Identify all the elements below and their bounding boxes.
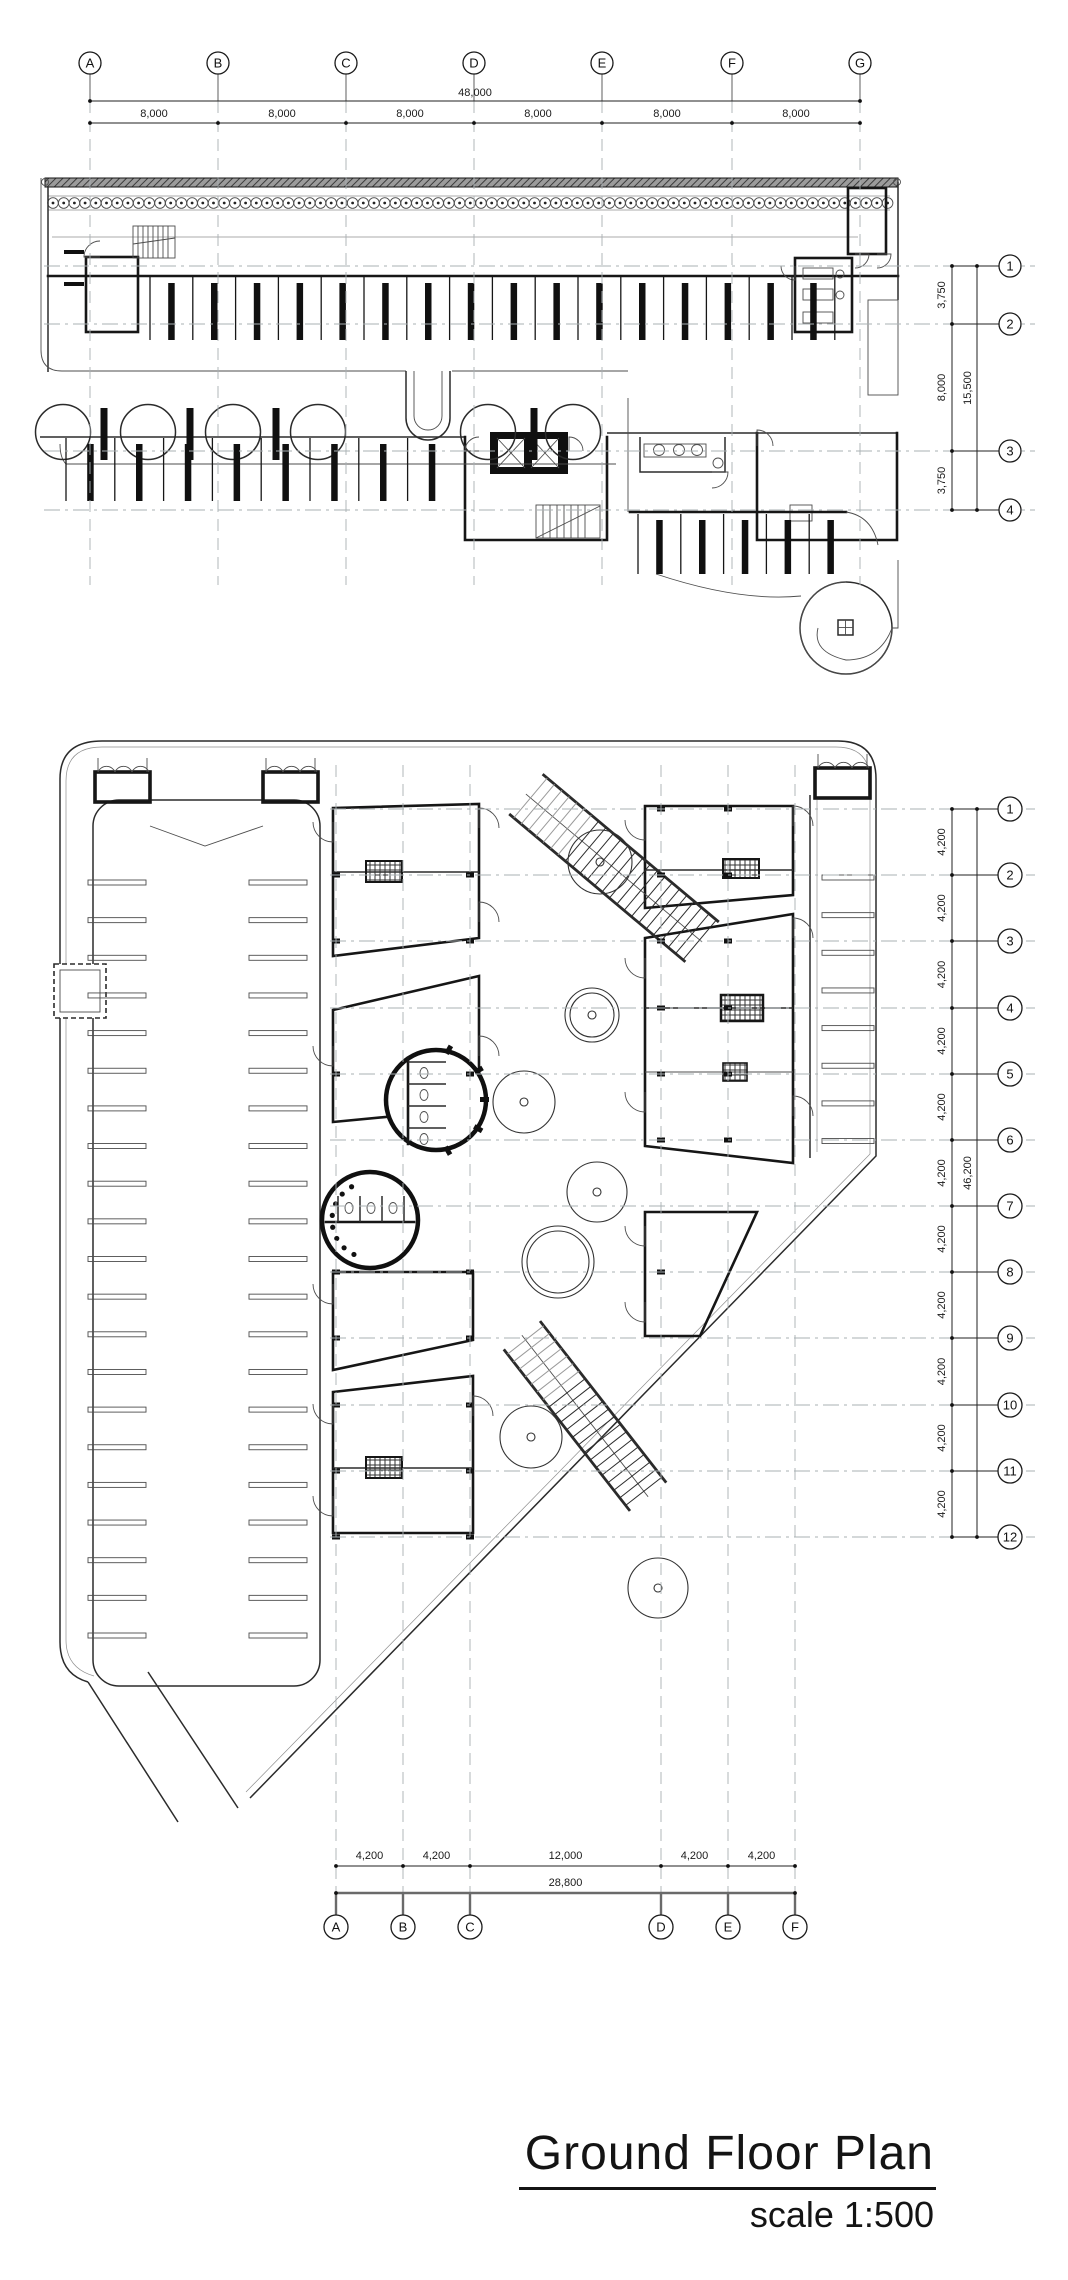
door-swing [625, 820, 645, 840]
grid-bubble-label: B [213, 55, 223, 71]
grid-bubble-label: 8 [1006, 1264, 1014, 1280]
door-swing [84, 241, 100, 257]
dimension-label: 4,200 [680, 1850, 709, 1862]
door-swing [479, 808, 499, 828]
entry-gate [95, 758, 150, 802]
sheet-scale-label: scale 1:500 [749, 2194, 934, 2235]
office-room [795, 258, 852, 332]
sheet-title: Ground Floor Plan [519, 2126, 936, 2190]
grid-bubble-label: 4 [1006, 502, 1014, 518]
hatched-wall [45, 178, 898, 187]
grid-bubble-label: 5 [1006, 1066, 1014, 1082]
dimension-label: 4,200 [936, 1291, 948, 1319]
classroom-block [333, 804, 479, 956]
door-swing [479, 902, 499, 922]
stair-treads [133, 226, 175, 258]
dimension-label: 4,200 [936, 1490, 948, 1518]
door-swing [313, 822, 333, 842]
door-swing [313, 1404, 333, 1424]
grid-bubble-label: E [723, 1919, 733, 1935]
ground-floor-plan-linework [54, 241, 891, 1822]
dimension-label: 4,200 [747, 1850, 776, 1862]
room [757, 433, 897, 540]
tree [567, 1162, 627, 1222]
dimension-label: 8,000 [396, 108, 424, 120]
grid-bubble-label: 1 [1006, 258, 1014, 274]
colonnade-band [48, 198, 893, 209]
funnel-lines [150, 826, 263, 846]
toilet-room [640, 437, 725, 472]
door-swing [712, 472, 728, 488]
wc-pod [386, 1045, 489, 1156]
door-swing [479, 1036, 499, 1056]
dimension-label: 3,750 [936, 281, 948, 309]
dimension-label: 4,200 [936, 960, 948, 989]
dimension-label: 4,200 [936, 1027, 948, 1055]
door-swing [313, 1284, 333, 1304]
entry-gate [815, 754, 870, 798]
door-swing [781, 266, 795, 280]
dimension-label: 4,200 [936, 1159, 948, 1187]
door-swing [569, 437, 583, 451]
grid-bubble-label: C [341, 55, 351, 71]
trees [493, 830, 688, 1618]
dimension-label: 8,000 [268, 108, 296, 120]
grid-bubble-label: 3 [1006, 443, 1014, 459]
tree [565, 988, 619, 1042]
grid-bubble-label: C [465, 1919, 475, 1935]
grid-bubble-label: D [469, 55, 479, 71]
door-swing [313, 1496, 333, 1516]
parking-lot [93, 800, 320, 1686]
site-boundary [102, 741, 876, 1798]
door-swing [625, 1226, 645, 1246]
dimension-label: 4,200 [936, 1424, 948, 1452]
classroom-block [645, 914, 793, 1163]
dimension-label: 48,000 [458, 87, 492, 99]
dimension-label: 8,000 [936, 373, 948, 402]
dimension-label: 8,000 [782, 108, 810, 120]
dimension-label: 28,800 [548, 1877, 583, 1889]
door-swing [625, 958, 645, 978]
door-swing [473, 1396, 493, 1416]
grid-bubble-label: B [398, 1919, 408, 1935]
dimension-label: 4,200 [936, 1093, 948, 1121]
entry-gate [263, 758, 318, 802]
tree [500, 1406, 562, 1468]
driveway [88, 1682, 178, 1822]
grid-bubble-label: 11 [1003, 1463, 1017, 1479]
grid-bubble-label: 2 [1006, 316, 1014, 332]
tree [493, 1071, 555, 1133]
ramp [406, 371, 450, 440]
grid-bubble-label: 1 [1006, 801, 1014, 817]
door-swing [625, 1092, 645, 1112]
room [86, 257, 138, 332]
grid-bubble-label: F [791, 1919, 799, 1935]
grid-bubble-label: F [728, 55, 736, 71]
classroom-block [645, 806, 793, 908]
grid-bubble-label: 3 [1006, 933, 1014, 949]
dimension-label: 3,750 [936, 466, 948, 495]
equipment-pad [54, 964, 106, 1018]
outdoor-stair [509, 774, 719, 962]
title-block [519, 2126, 936, 2236]
grid-bubble-label: E [597, 55, 607, 71]
grid-bubble-label: 4 [1006, 1000, 1014, 1016]
dimension-label: 8,000 [140, 108, 168, 120]
grid-bubble-label: 10 [1002, 1397, 1018, 1413]
dimension-label: 15,500 [962, 371, 974, 405]
grid-bubble-label: 7 [1006, 1198, 1014, 1214]
grid-bubble-label: A [331, 1919, 341, 1935]
grid-bubble-label: 2 [1006, 867, 1014, 883]
tree [522, 1226, 594, 1298]
grid-bubble-label: G [854, 55, 866, 71]
dimension-label: 4,200 [355, 1850, 384, 1862]
dimension-label: 12,000 [548, 1850, 583, 1862]
parking-stall-stubs [66, 277, 835, 574]
tree [628, 1558, 688, 1618]
stair [133, 226, 175, 258]
dimension-label: 4,200 [936, 828, 948, 856]
grid-bubble-label: 12 [1002, 1529, 1018, 1545]
door-swing [625, 1302, 645, 1322]
dimension-label: 8,000 [524, 108, 552, 120]
door-swing [313, 1046, 333, 1066]
upper-plan-linework [36, 178, 901, 674]
dimension-label: 4,200 [936, 1357, 948, 1386]
dimension-label: 4,200 [936, 894, 948, 922]
outdoor-stair [504, 1321, 666, 1511]
dimension-label: 4,200 [936, 1225, 948, 1253]
grid-bubble-label: D [656, 1919, 666, 1935]
dimension-label: 4,200 [422, 1850, 451, 1862]
dimension-label: 8,000 [653, 108, 681, 120]
grid-bubble-label: A [85, 55, 95, 71]
dimension-label: 46,200 [962, 1156, 974, 1190]
grid-bubble-label: 9 [1006, 1330, 1014, 1346]
grid-bubble-label: 6 [1006, 1132, 1014, 1148]
